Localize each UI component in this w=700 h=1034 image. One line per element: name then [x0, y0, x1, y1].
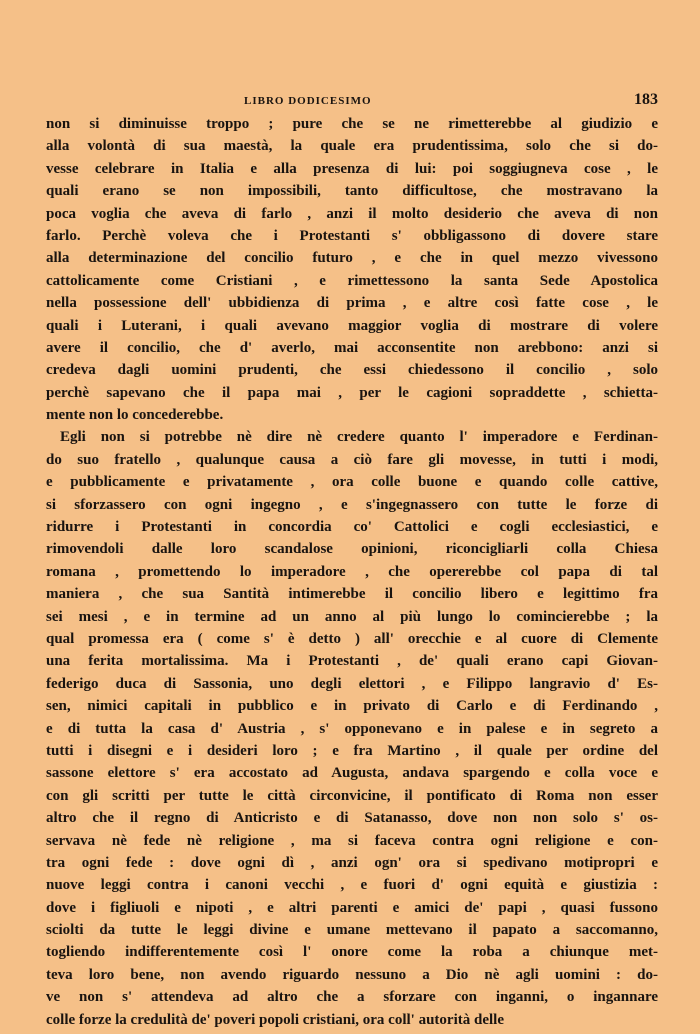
text-line: sei mesi , e in termine ad un anno al più lungo lo comincierebbe ; la	[46, 608, 658, 625]
text-line: perchè sapevano che il papa mai , per le cagioni sopraddette , schietta-	[46, 384, 658, 401]
text-line: nuove leggi contra i canoni vecchi , e fuori d' ogni equità e giustizia :	[46, 877, 658, 894]
text-line: tutti i disegni e i desideri loro ; e fra Martino , il quale per ordine del	[46, 742, 658, 759]
text-line: quali i Luterani, i quali avevano maggior voglia di mostrare di volere	[46, 317, 658, 334]
text-line: mente non lo concederebbe.	[46, 407, 224, 424]
page-header	[46, 93, 658, 111]
text-line: maniera , che sua Santità intimerebbe il concilio libero e legittimo fra	[46, 586, 658, 603]
page-number: 183	[634, 91, 658, 108]
text-line: non si diminuisse troppo ; pure che se ne rimetterebbe al giudizio e	[46, 116, 658, 132]
text-line: alla volontà di sua maestà, la quale era prudentissima, solo che si do-	[46, 138, 658, 155]
paragraph	[46, 426, 658, 1031]
text-line: alla determinazione del concilio futuro , e che in quel mezzo vivessono	[46, 250, 658, 267]
text-line: e di tutta la casa d' Austria , s' opponevano e in palese e in segreto a	[46, 720, 658, 737]
text-line: sciolti da tutte le leggi divine e umane mettevano il papato a saccomanno,	[46, 922, 658, 939]
text-line: dove i figliuoli e nipoti , e altri parenti e amici de' papi , quasi fussono	[46, 899, 658, 916]
text-line: ridurre i Protestanti in concordia co' Cattolici e cogli ecclesiastici, e	[46, 519, 658, 536]
text-line: altro che il regno di Anticristo e di Satanasso, dove non non solo s' os-	[46, 810, 658, 827]
running-title: LIBRO DODICESIMO	[244, 95, 372, 107]
paragraph	[46, 113, 658, 426]
text-line: si sforzassero con ogni ingegno , e s'ingegnassero con tutte le forze di	[46, 496, 658, 513]
text-line: nella possessione dell' ubbidienza di prima , e altre così fatte cose , le	[46, 295, 658, 312]
text-line: do suo fratello , qualunque causa a ciò fare gli movesse, in tutti i modi,	[46, 451, 658, 468]
text-line: farlo. Perchè voleva che i Protestanti s' obbligassono di dovere stare	[46, 227, 658, 244]
text-line: ve non s' attendeva ad altro che a sforzare con inganni, o ingannare	[46, 989, 658, 1006]
text-line: colle forze la credulità de' poveri popoli cristiani, ora coll' autorità delle	[46, 1011, 504, 1028]
text-line: teva loro bene, non avendo riguardo nessuno a Dio nè agli uomini : do-	[46, 966, 658, 983]
text-line: cattolicamente come Cristiani , e rimettessono la santa Sede Apostolica	[46, 272, 658, 289]
text-line: con gli scritti per tutte le città circonvicine, il pontificato di Roma non esser	[46, 787, 658, 804]
text-line: vesse celebrare in Italia e alla presenza di lui: poi soggiugneva cose , le	[46, 160, 658, 177]
text-line: una ferita mortalissima. Ma i Protestanti , de' quali erano capi Giovan-	[46, 653, 658, 670]
text-line: servava nè fede nè religione , ma si faceva contra ogni religione e con-	[46, 832, 658, 849]
text-line: sassone elettore s' era accostato ad Augusta, andava spargendo e colla voce e	[46, 765, 658, 782]
text-line: e pubblicamente e privatamente , ora colle buone e quando colle cattive,	[46, 474, 658, 491]
text-line: rimovendoli dalle loro scandalose opinioni, riconcigliarli colla Chiesa	[46, 541, 658, 558]
text-line: credeva dagli uomini prudenti, che essi chiedessono il concilio , solo	[46, 362, 658, 379]
text-line: romana , promettendo lo imperadore , che opererebbe col papa di tal	[46, 563, 658, 580]
text-line: qual promessa era ( come s' è detto ) all' orecchie e al cuore di Clemente	[46, 630, 658, 647]
body-text	[46, 113, 658, 1031]
text-line: poca voglia che aveva di farlo , anzi il molto desiderio che aveva di non	[46, 205, 658, 222]
text-line: federigo duca di Sassonia, uno degli elettori , e Filippo langravio d' Es-	[46, 675, 658, 692]
text-line: quali erano se non impossibili, tanto difficultose, che mostravano la	[46, 183, 658, 200]
text-line: Egli non si potrebbe nè dire nè credere quanto l' imperadore e Ferdinan-	[60, 429, 658, 446]
text-line: tra ogni fede : dove ogni dì , anzi ogn' ora si spedivano motipropri e	[46, 854, 658, 871]
text-line: sen, nimici capitali in pubblico e in privato di Carlo e di Ferdinando ,	[46, 698, 658, 715]
text-line: togliendo indifferentemente così l' onore come la roba a chiunque met-	[46, 944, 658, 961]
text-line: avere il concilio, che d' averlo, mai acconsentite non arebbono: anzi si	[46, 339, 658, 356]
